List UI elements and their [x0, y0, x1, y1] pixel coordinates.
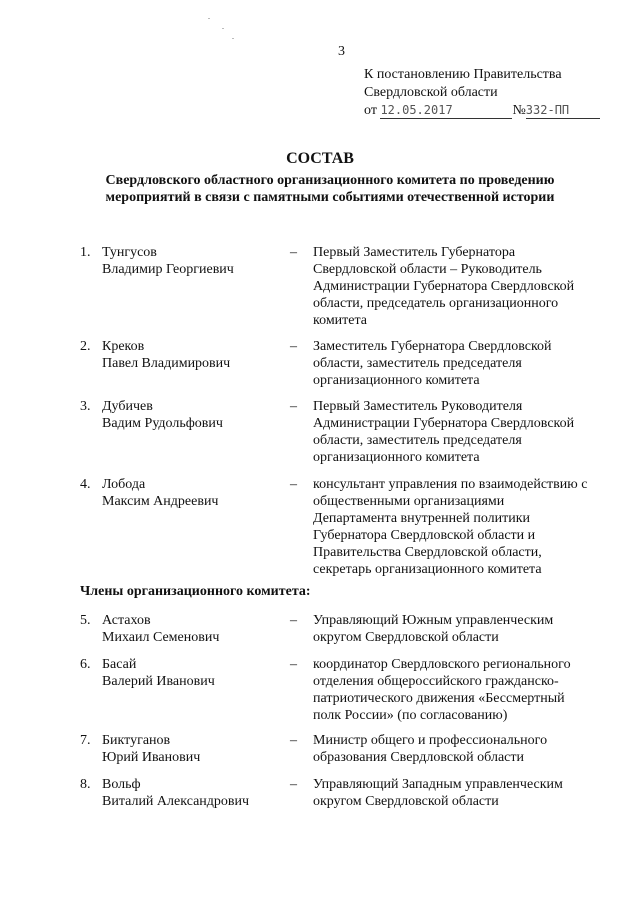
person-given-names: Павел Владимирович	[102, 356, 231, 371]
person-given-names: Вадим Рудольфович	[102, 416, 223, 431]
subtitle-line: Свердловского областного организационного комитета по проведению	[105, 173, 555, 188]
scan-speck	[222, 28, 224, 29]
document-title: СОСТАВ	[286, 150, 354, 167]
person-name	[102, 244, 282, 278]
separator-dash: –	[290, 613, 297, 628]
item-number: 2.	[80, 339, 91, 354]
role-line: общественными организациями	[313, 494, 505, 509]
role-line: консультант управления по взаимодействию с	[313, 477, 588, 492]
role-line: организационного комитета	[313, 450, 480, 465]
separator-dash: –	[290, 657, 297, 672]
separator-dash: –	[290, 245, 297, 260]
person-role	[313, 656, 623, 724]
person-surname: Вольф	[102, 777, 141, 792]
item-number: 8.	[80, 777, 91, 792]
role-line: Департамента внутренней политики	[313, 511, 531, 526]
item-number: 3.	[80, 399, 91, 414]
scan-speck	[208, 18, 210, 19]
role-line: секретарь организационного комитета	[313, 562, 542, 577]
person-role	[313, 476, 623, 578]
role-line: полк России» (по согласованию)	[313, 708, 508, 723]
separator-dash: –	[290, 339, 297, 354]
person-role	[313, 338, 623, 389]
role-line: области, заместитель председателя	[313, 356, 522, 371]
reference-number-field	[526, 103, 600, 119]
reference-number: 332-ПП	[525, 103, 570, 117]
person-given-names: Владимир Георгиевич	[102, 262, 234, 277]
reference-date-line	[364, 102, 600, 119]
person-given-names: Михаил Семенович	[102, 630, 220, 645]
item-number: 5.	[80, 613, 91, 628]
reference-from-label: от	[364, 103, 377, 118]
reference-line-1: К постановлению Правительства	[364, 67, 562, 82]
role-line: Администрации Губернатора Свердловской	[313, 416, 575, 431]
person-name	[102, 776, 282, 810]
separator-dash: –	[290, 477, 297, 492]
person-given-names: Максим Андреевич	[102, 494, 219, 509]
role-line: округом Свердловской области	[313, 630, 499, 645]
person-given-names: Юрий Иванович	[102, 750, 201, 765]
role-line: области, заместитель председателя	[313, 433, 522, 448]
reference-line-2: Свердловской области	[364, 85, 498, 100]
person-role	[313, 398, 623, 466]
role-line: комитета	[313, 313, 368, 328]
role-line: Министр общего и профессионального	[313, 733, 548, 748]
person-surname: Астахов	[102, 613, 151, 628]
person-role	[313, 612, 623, 646]
subtitle-line: мероприятий в связи с памятными событиями отечественной истории	[105, 190, 555, 205]
separator-dash: –	[290, 777, 297, 792]
role-line: образования Свердловской области	[313, 750, 524, 765]
person-role	[313, 732, 623, 766]
item-number: 7.	[80, 733, 91, 748]
separator-dash: –	[290, 399, 297, 414]
reference-date: 12.05.2017	[380, 103, 453, 117]
person-name	[102, 476, 282, 510]
person-surname: Лобода	[102, 477, 146, 492]
role-line: области, председатель организационного	[313, 296, 559, 311]
person-name	[102, 612, 282, 646]
separator-dash: –	[290, 733, 297, 748]
role-line: Администрации Губернатора Свердловской	[313, 279, 575, 294]
role-line: округом Свердловской области	[313, 794, 499, 809]
role-line: Свердловской области – Руководитель	[313, 262, 542, 277]
role-line: Правительства Свердловской области,	[313, 545, 542, 560]
item-number: 1.	[80, 245, 91, 260]
role-line: организационного комитета	[313, 373, 480, 388]
person-surname: Биктуганов	[102, 733, 171, 748]
person-name	[102, 338, 282, 372]
person-name	[102, 732, 282, 766]
item-number: 4.	[80, 477, 91, 492]
role-line: Первый Заместитель Губернатора	[313, 245, 516, 260]
person-given-names: Виталий Александрович	[102, 794, 250, 809]
person-surname: Креков	[102, 339, 145, 354]
role-line: Управляющий Южным управленческим	[313, 613, 554, 628]
person-given-names: Валерий Иванович	[102, 674, 215, 689]
person-role	[313, 776, 623, 810]
person-name	[102, 656, 282, 690]
role-line: Управляющий Западным управленческим	[313, 777, 563, 792]
role-line: отделения общероссийского гражданско-	[313, 674, 559, 689]
members-heading: Члены организационного комитета:	[80, 584, 311, 599]
person-surname: Тунгусов	[102, 245, 157, 260]
item-number: 6.	[80, 657, 91, 672]
page-number: 3	[338, 44, 345, 59]
role-line: Заместитель Губернатора Свердловской	[313, 339, 552, 354]
person-name	[102, 398, 282, 432]
role-line: Первый Заместитель Руководителя	[313, 399, 523, 414]
reference-number-sign: №	[512, 103, 526, 118]
scan-speck	[232, 38, 234, 39]
reference-date-field	[380, 103, 512, 119]
person-surname: Дубичев	[102, 399, 153, 414]
role-line: патриотического движения «Бессмертный	[313, 691, 565, 706]
person-surname: Басай	[102, 657, 137, 672]
person-role	[313, 244, 623, 329]
role-line: Губернатора Свердловской области и	[313, 528, 536, 543]
role-line: координатор Свердловского регионального	[313, 657, 571, 672]
document-subtitle	[40, 172, 620, 206]
